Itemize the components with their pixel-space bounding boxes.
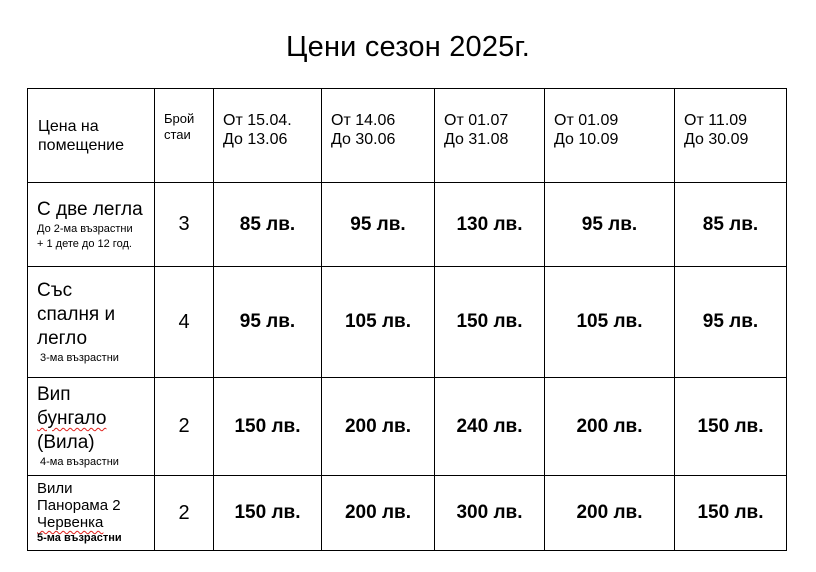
header-room-cell — [28, 89, 155, 183]
price-cell: 95 лв. — [322, 183, 435, 267]
room-note-line: + 1 дете до 12 год. — [37, 237, 132, 250]
price-cell: 95 лв. — [545, 183, 675, 267]
period-to: До 10.09 — [554, 131, 619, 148]
price-table — [27, 88, 787, 551]
room-name-cell — [28, 183, 155, 267]
price-cell: 200 лв. — [322, 378, 435, 476]
table-row — [28, 378, 787, 476]
period-from: От 14.06 — [331, 112, 396, 129]
room-count: 2 — [155, 378, 214, 476]
price-cell: 150 лв. — [214, 476, 322, 551]
room-name-line: С две легла — [37, 198, 143, 220]
table-row — [28, 183, 787, 267]
period-to: До 31.08 — [444, 131, 509, 148]
price-cell: 85 лв. — [214, 183, 322, 267]
header-count-label-line1: Брой — [164, 111, 195, 126]
period-from: От 11.09 — [684, 112, 748, 129]
room-name-line: Със — [37, 279, 73, 301]
header-room-label-line1: Цена на — [38, 117, 99, 135]
header-period-3 — [435, 89, 545, 183]
room-count: 4 — [155, 267, 214, 378]
room-name-cell — [28, 267, 155, 378]
header-row — [28, 89, 787, 183]
period-from: От 01.09 — [554, 112, 619, 129]
room-name-line: легло — [37, 327, 88, 349]
price-cell: 150 лв. — [675, 476, 787, 551]
header-period-4 — [545, 89, 675, 183]
header-count-label-line2: стаи — [164, 127, 191, 142]
room-name-line: Червенка — [37, 514, 104, 531]
price-cell: 240 лв. — [435, 378, 545, 476]
room-name-line: Вили — [37, 480, 73, 497]
price-cell: 150 лв. — [435, 267, 545, 378]
price-cell: 95 лв. — [675, 267, 787, 378]
price-cell: 300 лв. — [435, 476, 545, 551]
price-cell: 200 лв. — [322, 476, 435, 551]
header-count-cell — [155, 89, 214, 183]
price-cell: 130 лв. — [435, 183, 545, 267]
room-name-line: Вип — [37, 384, 71, 405]
price-cell: 150 лв. — [214, 378, 322, 476]
price-cell: 200 лв. — [545, 476, 675, 551]
period-to: До 30.09 — [684, 131, 749, 148]
price-cell: 85 лв. — [675, 183, 787, 267]
period-from: От 15.04. — [223, 112, 292, 129]
period-to: До 13.06 — [223, 131, 288, 148]
period-to: До 30.06 — [331, 131, 396, 148]
table-row — [28, 476, 787, 551]
price-cell: 200 лв. — [545, 378, 675, 476]
price-cell: 150 лв. — [675, 378, 787, 476]
header-period-2 — [322, 89, 435, 183]
room-name-cell — [28, 476, 155, 551]
price-cell: 105 лв. — [322, 267, 435, 378]
room-note-line: 4-ма възрастни — [40, 456, 119, 468]
price-cell: 95 лв. — [214, 267, 322, 378]
room-name-line: бунгало — [37, 408, 107, 429]
price-cell: 105 лв. — [545, 267, 675, 378]
room-count: 3 — [155, 183, 214, 267]
room-note-line: 5-ма възрастни — [37, 532, 122, 544]
page-title: Цени сезон 2025г. — [285, 31, 531, 63]
header-room-label-line2: помещение — [38, 136, 125, 154]
room-name-line: (Вила) — [37, 432, 95, 453]
room-count: 2 — [155, 476, 214, 551]
header-period-1 — [214, 89, 322, 183]
period-from: От 01.07 — [444, 112, 509, 129]
table-row — [28, 267, 787, 378]
room-note-line: До 2-ма възрастни — [37, 222, 133, 235]
header-period-5 — [675, 89, 787, 183]
room-note-line: 3-ма възрастни — [40, 351, 119, 364]
room-name-cell — [28, 378, 155, 476]
room-name-line: спалня и — [37, 303, 116, 325]
room-name-line: Панорама 2 — [37, 497, 121, 514]
